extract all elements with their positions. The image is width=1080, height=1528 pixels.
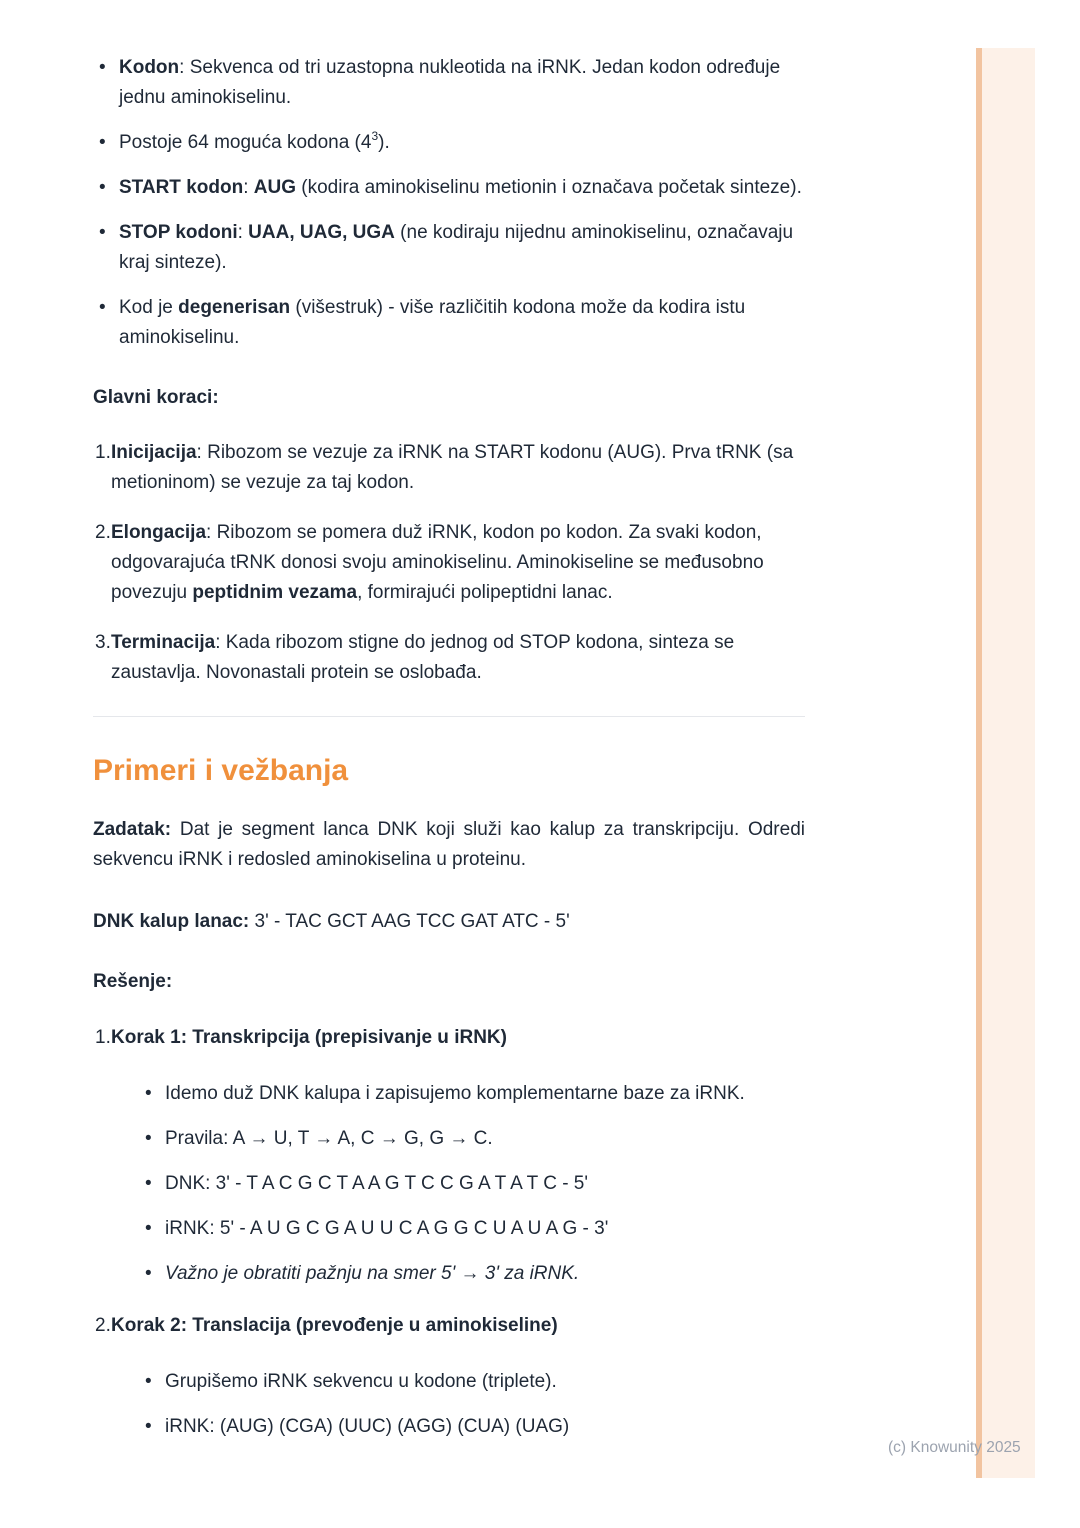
bullet-text: START kodon: AUG (kodira aminokiselinu metionin i označava početak sinteze). <box>119 177 802 198</box>
bullet-text: DNK: 3' - T A C G C T A A G T C C G A T A T C - 5' <box>165 1173 588 1194</box>
dnk-template-line: DNK kalup lanac: 3' - TAC GCT AAG TCC GAT ATC - 5' <box>93 911 570 932</box>
bullet-item-64-kodona <box>93 128 805 158</box>
bullet-text: iRNK: 5' - A U G C G A U U C A G G C U A U A G - 3' <box>165 1218 609 1239</box>
bullet-marker: • <box>145 1173 152 1194</box>
bullet-text: Kod je degenerisan (višestruk) - više različitih kodona može da kodira istu aminokiselinu. <box>119 297 746 348</box>
bullet-text: Kodon: Sekvenca od tri uzastopna nukleotida na iRNK. Jedan kodon određuje jednu aminokiselinu. <box>119 57 781 108</box>
section-divider <box>93 716 805 717</box>
bullet-marker: • <box>99 297 106 318</box>
step-1-bullet-list <box>139 1079 805 1289</box>
bullet-item-kodon <box>93 53 805 113</box>
bullet-marker: • <box>99 57 106 78</box>
glavni-koraci-heading: Glavni koraci: <box>93 387 219 408</box>
side-accent-line <box>976 48 982 1478</box>
copyright-watermark: (c) Knowunity 2025 <box>888 1439 1021 1456</box>
item-number: 2. <box>95 522 111 543</box>
primeri-heading: Primeri i vežbanja <box>93 754 349 787</box>
item-number: 3. <box>95 632 111 653</box>
item-text: Elongacija: Ribozom se pomera duž iRNK, kodon po kodon. Za svaki kodon, odgovarajuća tRNK donosi svoju aminokiselinu. Aminokiseline se međusobno povezuju peptidnim vezama, formirajući polipeptidni lanac. <box>111 522 764 603</box>
bullet-marker: • <box>145 1128 152 1149</box>
bullet-item-degenerisan <box>93 293 805 353</box>
list-item <box>139 1124 805 1154</box>
list-item <box>139 1367 805 1397</box>
bullet-text: Idemo duž DNK kalupa i zapisujemo komplementarne baze za iRNK. <box>165 1083 745 1104</box>
step-2-bullet-list <box>139 1367 805 1442</box>
bullet-marker: • <box>145 1263 152 1284</box>
item-number: 1. <box>95 442 111 463</box>
bullet-marker: • <box>145 1416 152 1437</box>
bullet-text: STOP kodoni: UAA, UAG, UGA (ne kodiraju nijednu aminokiselinu, označavaju kraj sinteze). <box>119 222 794 273</box>
bullet-marker: • <box>99 132 106 153</box>
list-item <box>139 1079 805 1109</box>
bullet-marker: • <box>145 1218 152 1239</box>
main-steps-list <box>93 438 805 688</box>
solution-step-1 <box>93 1023 805 1289</box>
bullet-text: Grupišemo iRNK sekvencu u kodone (triplete). <box>165 1371 557 1392</box>
solution-step-2 <box>93 1311 805 1442</box>
bullet-text: Pravila: A → U, T → A, C → G, G → C. <box>165 1128 493 1149</box>
zadatak-paragraph: Zadatak: Dat je segment lanca DNK koji služi kao kalup za transkripciju. Odredi sekvencu iRNK i redosled aminokiselina u proteinu. <box>93 819 805 870</box>
step-title: Korak 2: Translacija (prevođenje u aminokiseline) <box>111 1315 558 1336</box>
numbered-item-inicijacija <box>93 438 805 498</box>
item-number: 2. <box>95 1315 111 1336</box>
numbered-item-terminacija <box>93 628 805 688</box>
solution-steps-list <box>93 1023 805 1442</box>
bullet-marker: • <box>145 1371 152 1392</box>
list-item <box>139 1214 805 1244</box>
item-text: Terminacija: Kada ribozom stigne do jednog od STOP kodona, sinteza se zaustavlja. Novonastali protein se oslobađa. <box>111 632 735 683</box>
bullet-marker: • <box>99 222 106 243</box>
list-item <box>139 1259 805 1289</box>
bullet-text: iRNK: (AUG) (CGA) (UUC) (AGG) (CUA) (UAG) <box>165 1416 570 1437</box>
bullet-item-start-kodon <box>93 173 805 203</box>
side-accent-fill <box>982 48 1035 1478</box>
bullet-marker: • <box>145 1083 152 1104</box>
bullet-text: Važno je obratiti pažnju na smer 5' → 3' za iRNK. <box>165 1263 580 1284</box>
resenje-heading: Rešenje: <box>93 971 173 992</box>
bullet-item-stop-kodoni <box>93 218 805 278</box>
bullet-marker: • <box>99 177 106 198</box>
bullet-text: Postoje 64 moguća kodona $(4^3)$. <box>119 128 390 153</box>
list-item <box>139 1412 805 1442</box>
document-content <box>93 0 805 1464</box>
codon-bullet-list <box>93 0 805 353</box>
item-text: Inicijacija: Ribozom se vezuje za iRNK na START kodonu (AUG). Prva tRNK (sa metioninom) se vezuje za taj kodon. <box>111 442 794 493</box>
list-item <box>139 1169 805 1199</box>
item-number: 1. <box>95 1027 111 1048</box>
numbered-item-elongacija <box>93 518 805 608</box>
step-title: Korak 1: Transkripcija (prepisivanje u iRNK) <box>111 1027 507 1048</box>
